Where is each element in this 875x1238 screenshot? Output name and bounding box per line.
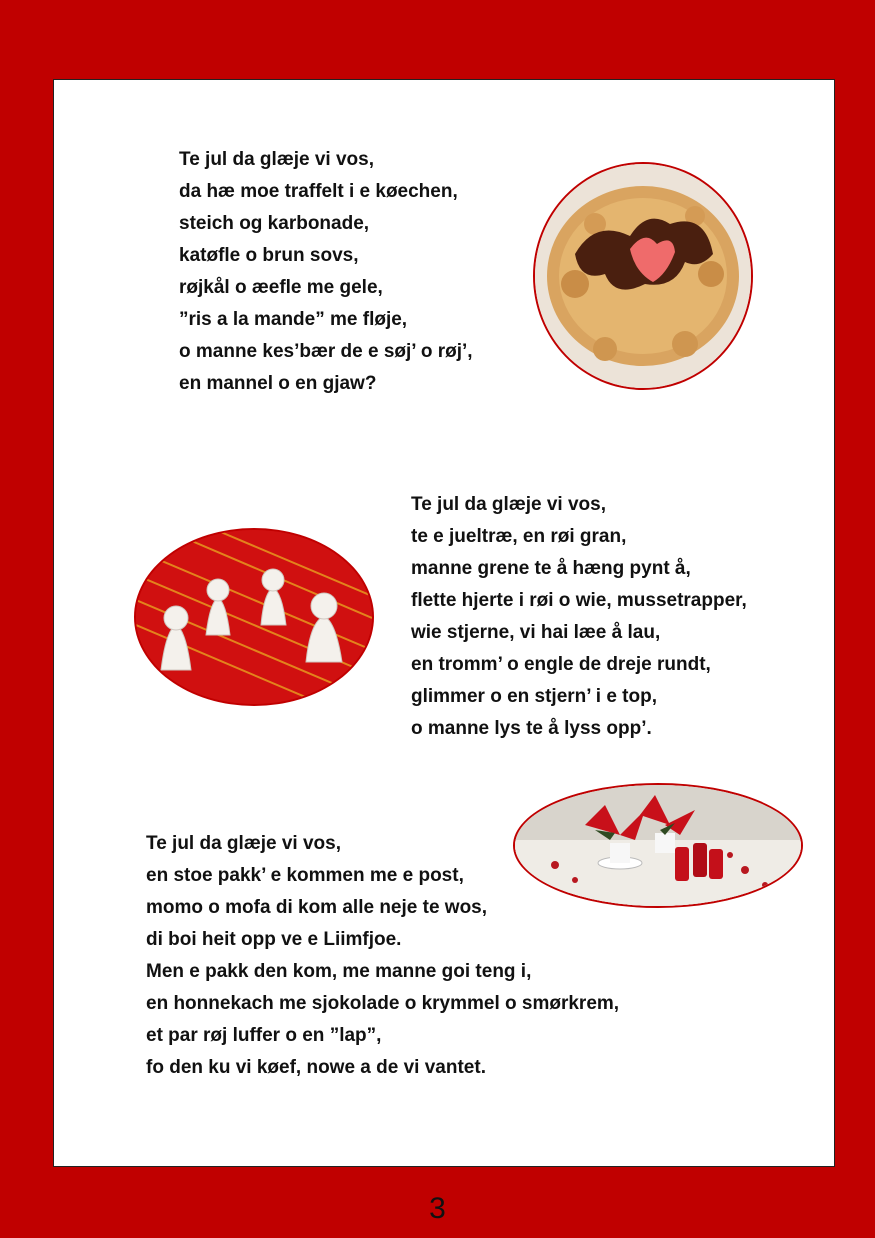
verse-line: et par røj luffer o en ”lap”, (146, 1025, 382, 1046)
verse-line: en stoe pakk’ e kommen me e post, (146, 865, 464, 886)
verse-line: ”ris a la mande” me fløje, (179, 309, 408, 330)
verse-line: di boi heit opp ve e Liimfjoe. (146, 929, 402, 950)
angel-figurines-photo (134, 528, 374, 706)
verse-line: o manne lys te å lyss opp’. (411, 718, 652, 739)
verse-line: steich og karbonade, (179, 213, 370, 234)
verse-line: en tromm’ o engle de dreje rundt, (411, 654, 711, 675)
verse-line: momo o mofa di kom alle neje te wos, (146, 897, 488, 918)
verse-line: Te jul da glæje vi vos, (411, 494, 606, 515)
verse-line: da hæ moe traffelt i e køechen, (179, 181, 458, 202)
page-number: 3 (429, 1192, 446, 1225)
verse-line: Te jul da glæje vi vos, (146, 833, 341, 854)
verse-line: katøfle o brun sovs, (179, 245, 359, 266)
verse-line: glimmer o en stjern’ i e top, (411, 686, 657, 707)
verse-line: en mannel o en gjaw? (179, 373, 377, 394)
cookie-photo (533, 162, 753, 390)
stanza-2 (411, 489, 747, 745)
verse-line: flette hjerte i røi o wie, mussetrapper, (411, 590, 747, 611)
verse-line: o manne kes’bær de e søj’ o røj’, (179, 341, 473, 362)
verse-line: manne grene te å hæng pynt å, (411, 558, 691, 579)
verse-line: Te jul da glæje vi vos, (179, 149, 374, 170)
verse-line: Men e pakk den kom, me manne goi teng i, (146, 961, 532, 982)
verse-line: røjkål o æefle me gele, (179, 277, 383, 298)
verse-line: wie stjerne, vi hai læe å lau, (411, 622, 661, 643)
stanza-3 (146, 828, 619, 1084)
verse-line: en honnekach me sjokolade o krymmel o smørkrem, (146, 993, 620, 1014)
verse-line: te e jueltræ, en røi gran, (411, 526, 627, 547)
verse-line: fo den ku vi køef, nowe a de vi vantet. (146, 1057, 486, 1078)
stanza-1 (179, 144, 473, 400)
page-sheet (53, 79, 835, 1167)
